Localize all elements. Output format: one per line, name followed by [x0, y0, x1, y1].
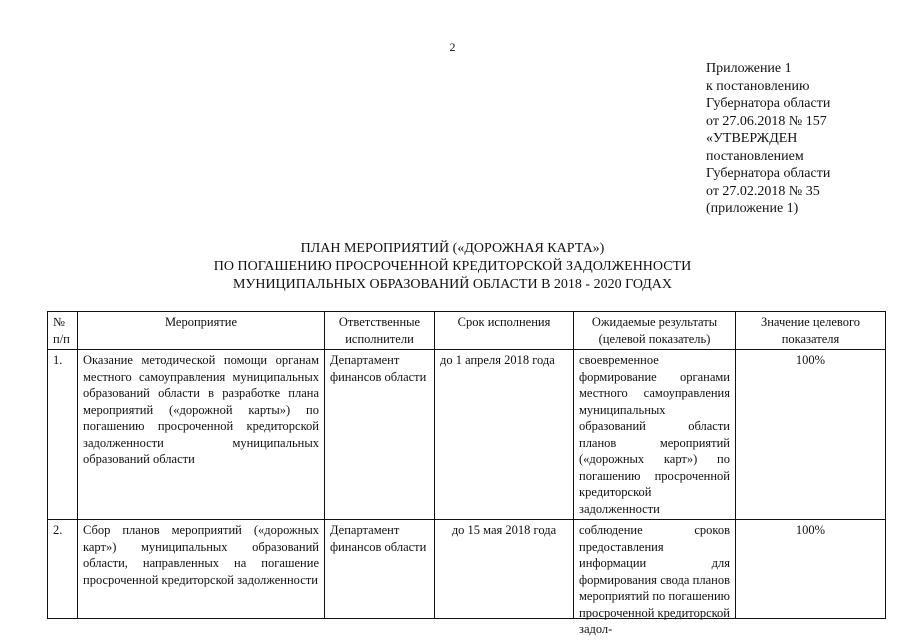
cell-num: 1.	[48, 350, 78, 520]
appendix-line: Губернатора области	[706, 96, 831, 111]
plan-table	[47, 311, 886, 636]
title-line: ПЛАН МЕРОПРИЯТИЙ («ДОРОЖНАЯ КАРТА»)	[300, 241, 605, 256]
page-number: 2	[449, 40, 456, 54]
appendix-line: Приложение 1	[706, 61, 792, 76]
cell-deadline: до 15 мая 2018 года	[435, 520, 574, 619]
appendix-stamp	[706, 60, 830, 218]
header-responsible: Ответственные исполнители	[325, 312, 435, 350]
cell-responsible: Департамент финансов области	[325, 520, 435, 619]
header-num: № п/п	[48, 312, 78, 350]
appendix-line: «УТВЕРЖДЕН	[706, 131, 798, 146]
appendix-line: постановлением	[706, 148, 804, 164]
header-target: Значение целевого показателя	[736, 312, 886, 350]
cell-event: Оказание методической помощи органам местного самоуправления муниципальных образований области в разработке плана мероприятий («дорожной карты») по погашению просроченной кредиторской задолженности муниципальных образований области	[78, 350, 325, 520]
cell-results: своевременное формирование органами местного самоуправления муниципальных образований области планов мероприятий («дорожных карт») по погашению просроченной кредиторской задолженности	[574, 350, 736, 520]
cell-results: соблюдение сроков предоставления информации для формирования свода планов мероприятий по погашению просроченной кредиторской задол-	[574, 520, 736, 619]
table-header-row	[48, 312, 886, 350]
document-title	[0, 240, 905, 294]
header-deadline: Срок исполнения	[435, 312, 574, 350]
header-event: Мероприятие	[78, 312, 325, 350]
table-row	[48, 350, 886, 520]
table-row	[48, 520, 886, 619]
title-line: МУНИЦИПАЛЬНЫХ ОБРАЗОВАНИЙ ОБЛАСТИ В 2018 - 2020 ГОДАХ	[232, 277, 673, 292]
cell-deadline: до 1 апреля 2018 года	[435, 350, 574, 520]
appendix-line: от 27.06.2018 № 157	[706, 113, 827, 129]
cell-responsible: Департамент финансов области	[325, 350, 435, 520]
title-line: ПО ПОГАШЕНИЮ ПРОСРОЧЕННОЙ КРЕДИТОРСКОЙ ЗАДОЛЖЕННОСТИ	[213, 259, 692, 274]
appendix-line: (приложение 1)	[706, 201, 799, 216]
appendix-line: к постановлению	[706, 78, 810, 94]
cell-num: 2.	[48, 520, 78, 619]
cell-target: 100%	[736, 520, 886, 619]
cell-target: 100%	[736, 350, 886, 520]
cell-event: Сбор планов мероприятий («дорожных карт») муниципальных образований области, направленных на погашение просроченной кредиторской задолженности	[78, 520, 325, 619]
header-results: Ожидаемые результаты (целевой показатель)	[574, 312, 736, 350]
appendix-line: от 27.02.2018 № 35	[706, 183, 820, 199]
appendix-line: Губернатора области	[706, 166, 831, 181]
